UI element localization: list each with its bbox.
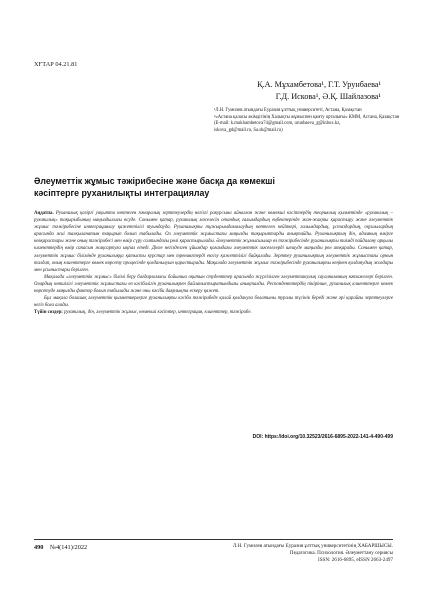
journal-name: Л.Н. Гумилев атындағы Еуразия ұлттық университетінің ХАБАРШЫСЫ.: [232, 543, 393, 549]
article-title: [34, 176, 364, 199]
keywords: [34, 309, 393, 316]
affiliation-line: (E-mail: k.mukhambetova74@gmail.com, urunbaeva_g@inbox.kz,: [214, 121, 341, 127]
issue-number: №4(141)/2022: [50, 544, 88, 551]
affiliation-line: ¹Л.Н. Гумилев атындағы Еуразия ұлттық университеті, Астана, Қазақстан: [214, 108, 362, 113]
abstract-paragraph-3: Бұл мақала болашақ әлеуметтік қызметкерлерге руханилықты кәсіби тәжірибеде қалай қолдануға болатыны туралы түсінік береді және әрі қарайғы зерттеулерге негіз бола алады.: [34, 296, 393, 309]
footer-divider: [34, 539, 393, 540]
page-number: 490: [34, 544, 44, 551]
title-line-1: Әлеуметтік жұмыс тәжірибесіне және басқа да көмекші: [34, 176, 275, 186]
affiliations: [214, 108, 400, 135]
keywords-text: руханилық, дін, әлеуметтік жұмыс, көмекші кәсіптер, интеграция, клиенттер, тәжірибе.: [64, 310, 252, 316]
journal-info: [223, 543, 393, 564]
classification-code: ХҒТАР 04.21.81: [34, 61, 78, 68]
abstract-paragraph-1: [34, 210, 393, 274]
abstract-label: Аңдатпа.: [34, 211, 54, 216]
affiliation-line: ²«Астана қаласы әкімдігінің Халықты жұмыспен қамту орталығы» КММ, Астана, Қазақстан: [214, 114, 400, 120]
abstract-paragraph-2: Мақалада «әлеуметтік жұмыс» білімі беру бағдарламасы бойынша оқитын студенттер арасында жүргізілген әлеуметтанулық сауалнаманың нәтижелері берілген. Олардың көпшілігі әлеуметтік жұмыстағы өз кәсібилігін руханилықпен байланыстыратындығы анықталды. Респонденттердің пікірінше, руханилық клиенттерге көмек көрсетуде маңызды фактор болып табылады және оны кәсіби даярлықта ескеру қажет.: [34, 274, 393, 295]
journal-series: Педагогика. Психология. Әлеуметтану сериясы: [289, 549, 393, 556]
doi-link[interactable]: DOI: https://doi.org/10.32523/2616-6895-2022-141-4-490-499: [252, 434, 393, 440]
title-line-2: кәсіптерге руханилықты интеграциялау: [34, 187, 210, 198]
journal-issn: ISSN: 2616-6895, eISSN 2663-2497: [318, 556, 393, 563]
abstract-text: Руханилық қазіргі уақытта көптеген пәнаралық зерттеулердің негізгі ракурсына айналған және көмекші кәсіптердің теориялық қызметінде «руханилық – руханилық» тақырыбының маңыздылығы өсуде. Сонымен қатар, руханилық мәселесін отандық ғалымдардың еңбектерінде жан-жақты қарастыру және әлеуметтік жұмыс тәжірибесіне интеграциялау қажеттілігі туындауда. Руханилықты тұжырымдамалаудың көптеген кейіпкері, ғалымдардың, ұстаздардың, оқушылардың арасында жиі талқыланатын тақырып болып табылады. Ол әлеуметтік жұмыстағы маңызды тақырыптарды анықтайды. Руханилықтың дін, адамның өмірге көзқарастары және оның тәжірибесі мен өмір сүру салтындағы рөлі қарастырылады. Әлеуметтік жұмысшылар өз тәжірибесінде руханилықты тиімді пайдалану арқылы клиенттердің өмір сапасын жақсартуға ықпал етеді. Дінге негізделген ұйымдар қоғамдағы әлеуметтік мәселелерді шешуде маңызды рөл атқарады. Сонымен қатар, әлеуметтік жұмыс білімінде руханилыққа қатысты курстар мен тренингтерді енгізу қажеттілігі байқалады. Зерттеу руханилықтың әлеуметтік жұмыстағы орнын талдап, оның клиенттерге көмек көрсету процесінде қолданылуын қарастырады. Мақалада әлеуметтік жұмыс тәжірибесінде руханилықты кеңінен қолданудың жолдары мен ұсыныстары берілген.: [34, 211, 394, 273]
abstract: [34, 210, 393, 316]
authors-line-1: Қ.А. Мұхамбетова¹, Г.Т. Урунбаева¹: [257, 80, 381, 89]
author-list: [161, 79, 381, 103]
authors-line-2: Г.Д. Искова¹, Ә.Қ. Шайлазова¹: [275, 92, 381, 101]
affiliation-line: iskova_gd@mail.ru, Sa.sh@mail.ru): [214, 128, 283, 134]
keywords-label: Түйін сөздер:: [34, 310, 63, 316]
